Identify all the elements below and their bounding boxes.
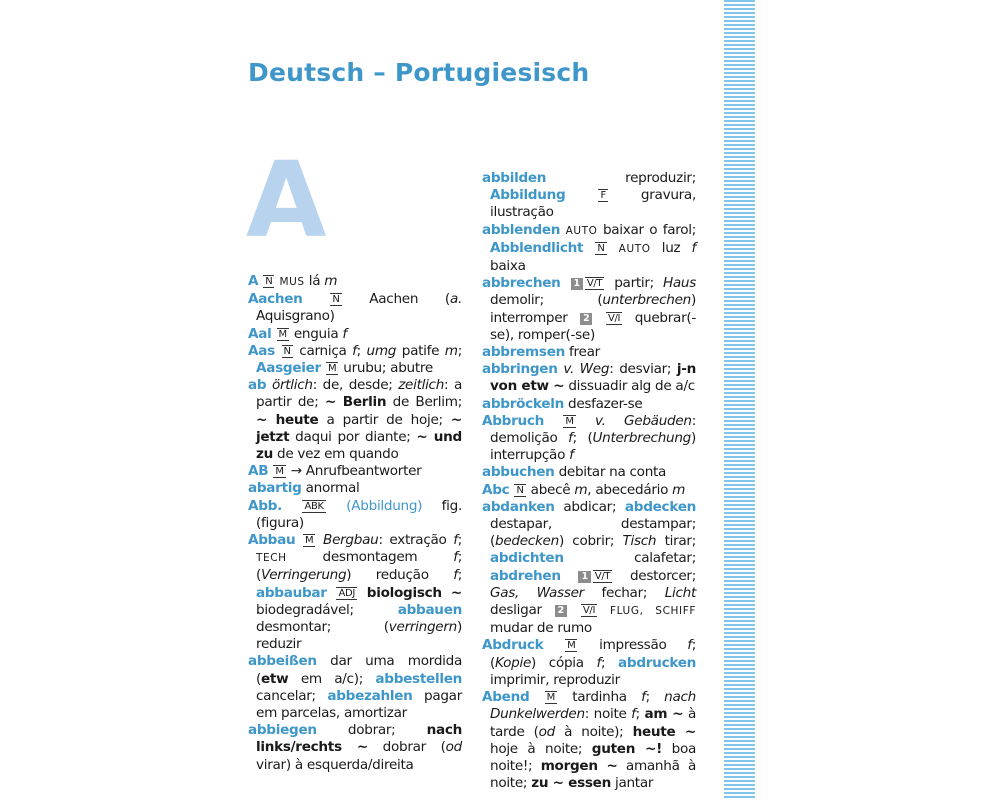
dictionary-column-right <box>482 170 696 792</box>
translation: anormal <box>301 480 360 497</box>
headword: Abbildung <box>490 187 566 204</box>
usage-note: a. <box>449 291 462 308</box>
headword: Aachen <box>248 291 303 308</box>
gender-marker: f <box>342 325 347 342</box>
example-phrase: zu ~ essen <box>531 775 611 792</box>
sense-number: 2 <box>555 605 567 617</box>
example-phrase: am ~ <box>644 706 684 723</box>
headword: abdrehen <box>490 567 561 584</box>
translation: Aachen ( <box>342 291 450 308</box>
grammar-label: V/I <box>582 605 596 617</box>
translation: dobrar; <box>316 722 427 739</box>
gender-marker: f <box>596 654 602 671</box>
headword: abdanken <box>482 498 555 515</box>
gender-marker: f <box>641 689 646 706</box>
translation: jantar <box>610 775 654 792</box>
usage-note: Tisch <box>622 533 657 550</box>
field-label: TECH <box>256 552 287 565</box>
grammar-label: M <box>567 640 576 652</box>
translation: gravura, ilustração <box>490 187 696 221</box>
dictionary-entry <box>482 689 696 792</box>
example-phrase: nach links/rechts ~ <box>256 722 462 756</box>
grammar-label: ABK <box>304 500 324 512</box>
field-label: AUTO <box>618 242 651 255</box>
dictionary-entry <box>482 396 696 413</box>
translation: : desviar; <box>609 361 677 378</box>
translation: desligar <box>490 602 554 619</box>
translation: de Berlim; <box>386 394 462 411</box>
translation: Aquisgrano) <box>256 308 335 325</box>
gender-marker: m <box>672 481 686 498</box>
translation: abdicar; <box>554 498 625 515</box>
translation: partir; <box>605 275 663 292</box>
sense-number: 1 <box>578 571 590 583</box>
example-phrase: morgen ~ <box>540 757 618 774</box>
translation: desfazer-se <box>563 395 643 412</box>
dictionary-entry <box>248 463 462 480</box>
translation: baixar o farol; <box>597 221 696 238</box>
translation: ; <box>457 342 462 359</box>
headword: Abdruck <box>482 637 544 654</box>
headword: Aasgeier <box>256 360 321 377</box>
example-phrase: ~ und zu <box>256 428 462 463</box>
usage-note: Unterbrechung <box>592 430 691 447</box>
translation: ; ( <box>572 430 593 447</box>
grammar-label: N <box>597 242 605 254</box>
headword: Aal <box>248 325 272 342</box>
translation: fechar; <box>583 584 665 601</box>
gender-marker: m <box>444 342 458 359</box>
translation: à tarde ( <box>490 706 696 740</box>
sense-number: 1 <box>571 278 583 290</box>
example-phrase: biologisch ~ <box>366 584 462 601</box>
headword: abblenden <box>482 221 561 238</box>
usage-note: umg <box>366 342 397 359</box>
dictionary-entry <box>482 344 696 361</box>
usage-note: bedecken <box>495 533 559 550</box>
gender-marker: f <box>453 532 458 549</box>
translation: destapar, destampar; ( <box>490 516 696 550</box>
example-phrase: ~ Berlin <box>324 394 387 411</box>
usage-note: Gas, Wasser <box>490 584 584 601</box>
translation: patife <box>396 342 445 359</box>
translation: imprimir, reproduzir <box>490 671 620 688</box>
translation: daqui por diante; <box>289 428 417 445</box>
grammar-label: M <box>278 328 287 340</box>
headword: abbestellen <box>375 670 462 687</box>
dictionary-entry <box>248 273 462 291</box>
field-label: MUS <box>279 276 305 288</box>
grammar-label: V/I <box>607 312 621 324</box>
translation: desmontar; ( <box>256 619 389 636</box>
translation: de vez em quando <box>273 446 399 463</box>
usage-note: v. Weg <box>563 361 610 378</box>
headword: abbezahlen <box>327 687 413 704</box>
grammar-label: M <box>565 415 574 427</box>
headword: abbuchen <box>482 464 555 481</box>
grammar-label: M <box>305 535 314 547</box>
dictionary-entry <box>482 275 696 344</box>
dictionary-column-left <box>248 273 462 774</box>
headword: abdrucken <box>618 654 696 671</box>
translation: carniça <box>293 342 353 359</box>
usage-note: od <box>445 739 463 756</box>
dictionary-entry <box>482 499 696 638</box>
translation: ) interrupção <box>490 430 696 464</box>
usage-note: Haus <box>662 275 696 292</box>
headword: Abblendlicht <box>490 239 584 256</box>
dictionary-entry <box>248 291 462 325</box>
grammar-label: M <box>275 466 284 478</box>
translation: frear <box>565 344 600 361</box>
translation: : a partir de; <box>256 377 462 411</box>
headword: Abb. <box>248 497 282 514</box>
dictionary-entry <box>248 498 462 532</box>
dictionary-entry <box>482 464 696 481</box>
headword: AB <box>248 463 269 480</box>
grammar-label: V/T <box>586 278 603 290</box>
translation: impressão <box>578 637 688 654</box>
abbreviation-expansion: (Abbildung) <box>346 497 423 514</box>
example-phrase: guten ~! <box>591 740 663 757</box>
translation: dar uma mordida ( <box>256 653 462 687</box>
dictionary-entry <box>248 377 462 463</box>
translation: ) reduzir <box>256 619 462 653</box>
gender-marker: m <box>324 273 338 289</box>
translation: à noite); <box>555 723 633 740</box>
translation <box>577 413 595 429</box>
translation: tirar; <box>656 533 696 550</box>
translation: a partir de hoje; <box>318 411 451 428</box>
headword: abdichten <box>490 550 564 567</box>
headword: abbiegen <box>248 722 317 739</box>
example-phrase: ~ heute <box>256 411 319 428</box>
translation: baixa <box>490 258 526 275</box>
decorative-side-stripe <box>724 0 755 800</box>
translation <box>608 240 619 256</box>
usage-note: nach Dunkelwerden <box>490 689 696 723</box>
page-title: Deutsch – Portugiesisch <box>248 58 590 87</box>
headword: abartig <box>248 480 302 497</box>
translation: → Anrufbeantworter <box>286 463 422 480</box>
gender-marker: m <box>574 481 588 498</box>
headword: abbeißen <box>248 653 317 670</box>
translation: fig. (figura) <box>256 497 462 531</box>
translation <box>598 602 610 618</box>
gender-marker: f <box>568 430 573 447</box>
field-label: AUTO <box>565 224 598 237</box>
section-letter: A <box>246 139 327 261</box>
translation: ; <box>457 532 462 549</box>
translation: ) cobrir; <box>558 533 623 550</box>
translation: virar) à esquerda/direita <box>256 756 414 773</box>
translation: ; ( <box>256 549 462 584</box>
translation: : de, desde; <box>312 377 399 394</box>
translation: cancelar; <box>256 687 328 704</box>
usage-note: verringern <box>388 619 457 636</box>
headword: Abbau <box>248 532 296 549</box>
translation: : extração <box>378 532 454 549</box>
dictionary-entry <box>248 653 462 722</box>
translation: ; <box>635 706 645 723</box>
grammar-label: N <box>332 294 340 306</box>
translation: amanhã à noite; <box>490 757 696 792</box>
translation: boa noite!; <box>490 740 697 774</box>
dictionary-entry <box>248 326 462 343</box>
translation: em a/c); <box>288 670 376 687</box>
headword: Aas <box>248 342 275 359</box>
translation: ; <box>457 567 462 584</box>
headword: Abend <box>482 689 530 706</box>
headword: abdecken <box>624 498 696 515</box>
translation: calafetar; <box>563 550 696 567</box>
usage-note: örtlich <box>271 377 313 394</box>
headword: abbauen <box>397 601 462 618</box>
dictionary-entry <box>482 222 696 276</box>
translation: abecê <box>526 481 575 498</box>
dictionary-entry <box>482 413 696 465</box>
translation: ; <box>645 689 665 706</box>
usage-note: v. Gebäuden <box>595 412 692 429</box>
dictionary-entry <box>248 343 462 377</box>
translation: pagar em parcelas, amortizar <box>256 687 463 722</box>
headword: abbremsen <box>482 344 566 361</box>
translation: ) cópia <box>531 654 597 671</box>
example-phrase: ~ jetzt <box>256 411 463 445</box>
dictionary-entry <box>248 722 462 774</box>
gender-marker: f <box>631 706 636 723</box>
usage-note: Kopie <box>495 654 532 671</box>
example-phrase: heute ~ <box>632 723 697 740</box>
translation: biodegradável; <box>256 601 398 618</box>
dictionary-entry <box>248 532 462 653</box>
gender-marker: f <box>691 239 696 256</box>
gender-marker: f <box>453 549 458 566</box>
usage-note: od <box>538 723 555 740</box>
example-phrase: j-n von etw ~ <box>490 361 696 395</box>
translation: ; <box>356 342 367 359</box>
example-phrase: etw <box>261 670 289 687</box>
gender-marker: f <box>569 447 574 464</box>
translation: ) interromper <box>490 292 696 326</box>
translation: mudar de rumo <box>490 620 592 637</box>
headword: abbringen <box>482 361 558 378</box>
gender-marker: f <box>453 567 458 584</box>
translation: tardinha <box>557 689 642 706</box>
translation: : noite <box>584 706 632 723</box>
dictionary-entry <box>482 637 696 689</box>
translation: , abecedário <box>587 481 673 498</box>
translation: : demolição <box>490 412 697 447</box>
translation: reproduzir; <box>546 170 696 186</box>
translation: ) redução <box>346 567 454 584</box>
translation: urubu; abutre <box>339 360 433 377</box>
translation: enguia <box>289 325 343 342</box>
field-label: FLUG, SCHIFF <box>609 605 696 618</box>
translation: hoje à noite; <box>490 740 592 757</box>
usage-note: Verringerung <box>261 567 347 584</box>
translation <box>358 585 367 601</box>
translation: dissuadir alg de a/c <box>564 378 695 395</box>
gender-marker: f <box>352 342 357 359</box>
translation: destorcer; <box>613 567 696 584</box>
usage-note: Licht <box>664 584 696 601</box>
translation: desmontagem <box>286 549 454 566</box>
translation: ; ( <box>490 637 696 671</box>
translation: quebrar(-se), romper(-se) <box>490 309 696 343</box>
translation: debitar na conta <box>554 464 667 481</box>
grammar-label: N <box>283 345 291 357</box>
grammar-label: ADJ <box>338 587 356 599</box>
translation: luz <box>650 239 692 256</box>
grammar-label: M <box>546 692 555 704</box>
grammar-label: V/T <box>594 570 611 582</box>
grammar-label: N <box>516 484 524 496</box>
headword: A <box>248 273 259 289</box>
translation: ; <box>601 654 619 671</box>
grammar-label: N <box>265 276 273 287</box>
grammar-label: M <box>327 363 337 375</box>
gender-marker: f <box>687 637 692 654</box>
headword: Abc <box>482 481 510 498</box>
dictionary-entry <box>248 480 462 497</box>
headword: abbaubar <box>256 584 327 601</box>
translation: lá <box>304 273 325 289</box>
headword: Abbruch <box>482 412 544 429</box>
dictionary-entry <box>482 482 696 499</box>
translation: dobrar ( <box>367 739 446 756</box>
usage-note: unterbrechen <box>602 292 691 309</box>
dictionary-entry <box>482 170 696 222</box>
usage-note: zeitlich <box>398 377 445 394</box>
translation: demolir; ( <box>490 292 603 309</box>
headword: ab <box>248 377 267 394</box>
headword: abbilden <box>482 170 547 186</box>
sense-number: 2 <box>580 313 592 325</box>
grammar-label: F <box>600 190 606 202</box>
headword: abbrechen <box>482 275 561 292</box>
dictionary-entry <box>482 361 696 395</box>
usage-note: Bergbau <box>323 532 379 549</box>
headword: abbröckeln <box>482 395 564 412</box>
